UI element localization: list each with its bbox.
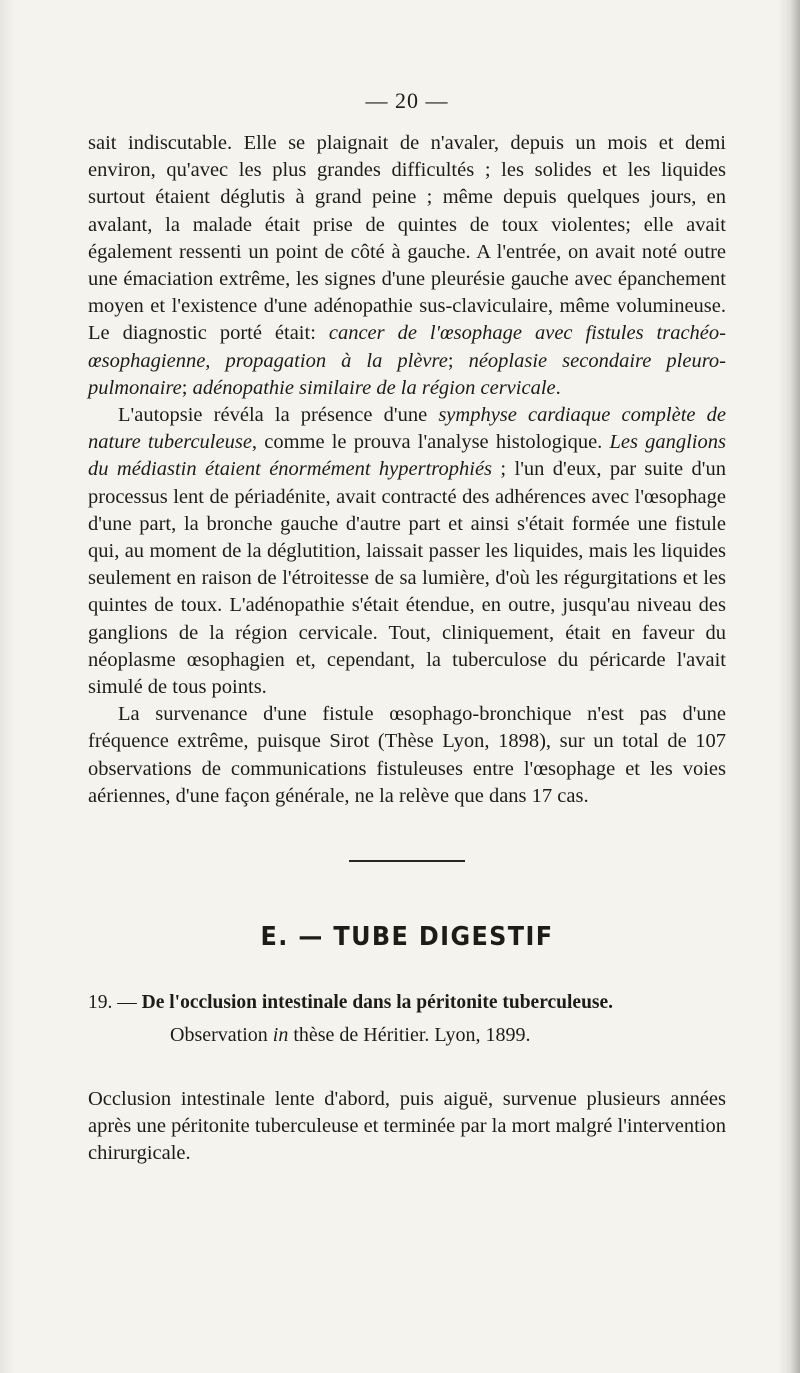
text-run: thèse de Héritier. Lyon, 1899. <box>288 1024 531 1047</box>
entry-abstract: Occlusion intestinale lente d'abord, puis aiguë, survenue plusieurs années après une péritonite tuberculeuse et terminée par la mort malgré l'intervention chirurgicale. <box>88 1088 726 1165</box>
text-run: , comme le prouva l'analyse histologique. <box>251 431 610 454</box>
paragraph-case-history <box>88 130 726 402</box>
text-run: L'autopsie révéla la présence d'une <box>118 404 439 427</box>
entry-source <box>170 1022 726 1048</box>
section-divider <box>349 860 465 862</box>
page-edge-shadow-right <box>778 0 800 1373</box>
page-edge-shadow-left <box>0 0 14 1373</box>
italic-in: in <box>272 1024 289 1047</box>
paragraph-autopsy <box>88 402 726 701</box>
text-run: ; l'un d'eux, par suite d'un processus lent de périadénite, avait contracté des adhérences avec l'œsophage d'une part, la bronche gauche d'autre part et ainsi s'était formée une fistule qui, au moment de la déglutition, laissait passer les liquides, mais les liquides seulement en raison de l'étroitesse de sa lumière, d'où les régurgitations et les quintes de toux. L'adénopathie s'était étendue, en outre, jusqu'au niveau des ganglions de la région cervicale. Tout, cliniquement, était en faveur du néoplasme œsophagien et, cependant, la tuberculose du péricarde l'avait simulé de tous points. <box>88 458 726 699</box>
section-title: E. — TUBE DIGESTIF <box>260 922 554 953</box>
entry-title: De l'occlusion intestinale dans la péritonite tuberculeuse. <box>141 992 614 1014</box>
italic-finding: Les ganglions du médiastin étaient énormément hypertrophiés <box>88 431 726 481</box>
text-run: ; <box>447 349 469 372</box>
entry-heading <box>88 990 726 1016</box>
text-run: sait indiscutable. Elle se plaignait de n'avaler, depuis un mois et demi environ, qu'avec les plus grandes difficultés ; les solides et les liquides surtout étaient déglutis à grand peine ; même depuis quelques jours, en avalant, la malade était prise de quintes de toux violentes; elle avait également ressenti un point de côté à gauche. A l'entrée, on avait noté outre une émaciation extrême, les signes d'une pleurésie gauche avec épanchement moyen et l'existence d'une adénopathie sus-claviculaire, même volumineuse. Le diagnostic porté était: <box>88 132 726 345</box>
page-content <box>88 88 726 1168</box>
text-run: . <box>555 376 561 399</box>
text-run: ; <box>181 376 193 399</box>
italic-diagnosis: cancer de l'œsophage avec fistules trachéo-œsophagienne, propagation à la plèvre <box>88 322 726 372</box>
italic-diagnosis: adénopathie similaire de la région cervicale <box>192 376 556 399</box>
italic-finding: symphyse cardiaque complète de nature tuberculeuse <box>88 404 726 454</box>
text-run: Observation <box>170 1024 273 1047</box>
italic-diagnosis: néoplasie secondaire pleuro-pulmonaire <box>88 349 726 399</box>
paragraph-frequency: La survenance d'une fistule œsophago-bronchique n'est pas d'une fréquence extrême, puisque Sirot (Thèse Lyon, 1898), sur un total de 107 observations de communications fistuleuses entre l'œsophage et les voies aériennes, d'une façon générale, ne la relève que dans 17 cas. <box>88 703 726 807</box>
entry-number: 19. — <box>88 992 142 1014</box>
page-number: — 20 — <box>365 88 449 113</box>
